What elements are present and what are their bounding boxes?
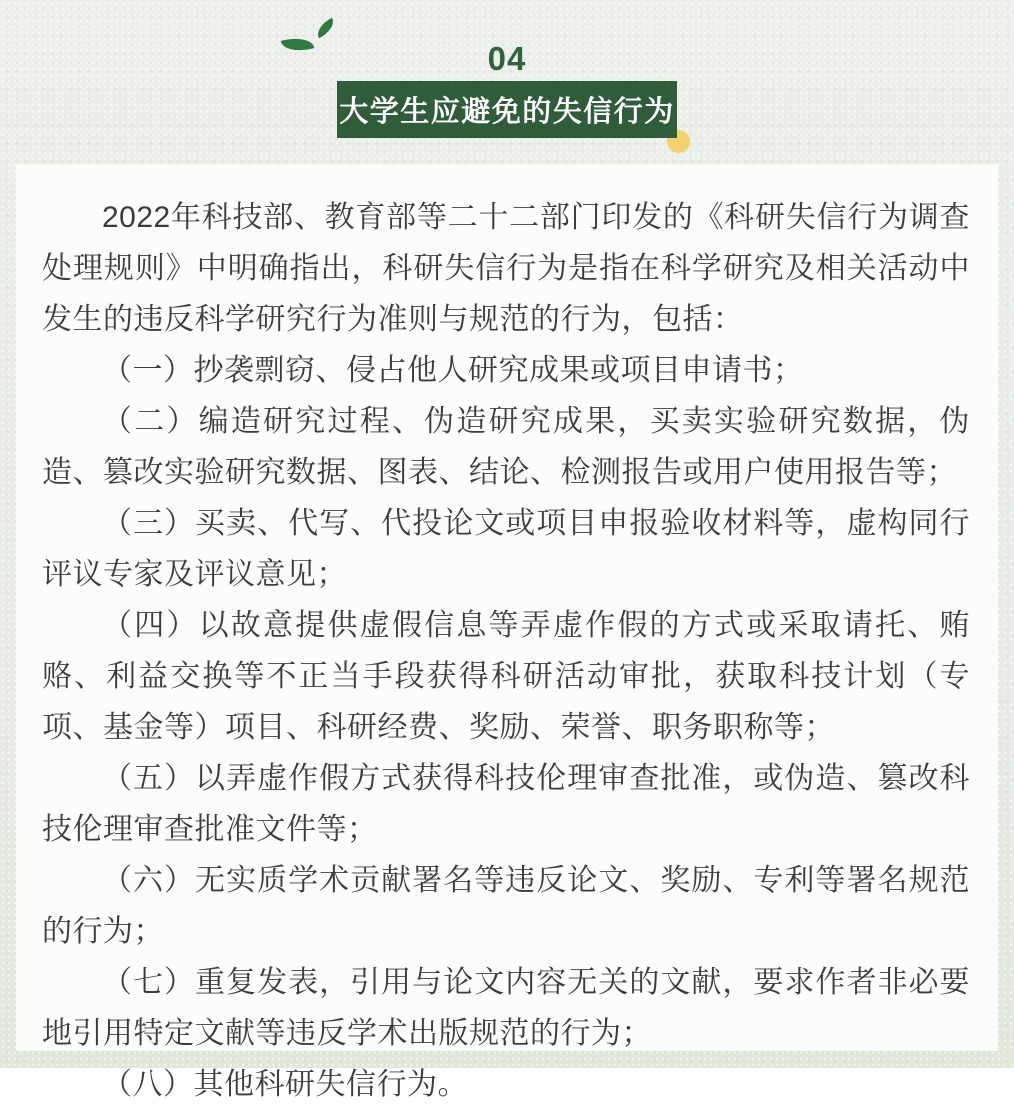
section-title-banner [337,81,677,138]
list-item-3: （三）买卖、代写、代投论文或项目申报验收材料等，虚构同行评议专家及评议意见； [42,507,970,591]
section-title: 大学生应避免的失信行为 [339,96,675,128]
list-item-2: （二）编造研究过程、伪造研究成果，买卖实验研究数据，伪造、篡改实验研究数据、图表、结论、检测报告或用户使用报告等； [42,405,970,489]
list-item-1: （一）抄袭剽窃、侵占他人研究成果或项目申请书； [102,354,804,387]
list-item-7: （七）重复发表，引用与论文内容无关的文献，要求作者非必要地引用特定文献等违反学术出版规范的行为； [42,966,970,1050]
list-item-6: （六）无实质学术贡献署名等违反论文、奖励、专利等署名规范的行为； [42,864,970,948]
list-item-8: （八）其他科研失信行为。 [102,1068,468,1101]
list-item-5: （五）以弄虚作假方式获得科技伦理审查批准，或伪造、篡改科技伦理审查批准文件等； [42,762,970,846]
content-card [16,164,998,1101]
intro-paragraph: 2022年科技部、教育部等二十二部门印发的《科研失信行为调查处理规则》中明确指出，科研失信行为是指在科学研究及相关活动中发生的违反科学研究行为准则与规范的行为，包括： [42,201,970,336]
section-number: 04 [487,40,527,77]
leaf-icon [313,18,337,38]
list-item-4: （四）以故意提供虚假信息等弄虚作假的方式或采取请托、贿赂、利益交换等不正当手段获得科研活动审批，获取科技计划（专项、基金等）项目、科研经费、奖励、荣誉、职务职称等； [42,609,970,744]
